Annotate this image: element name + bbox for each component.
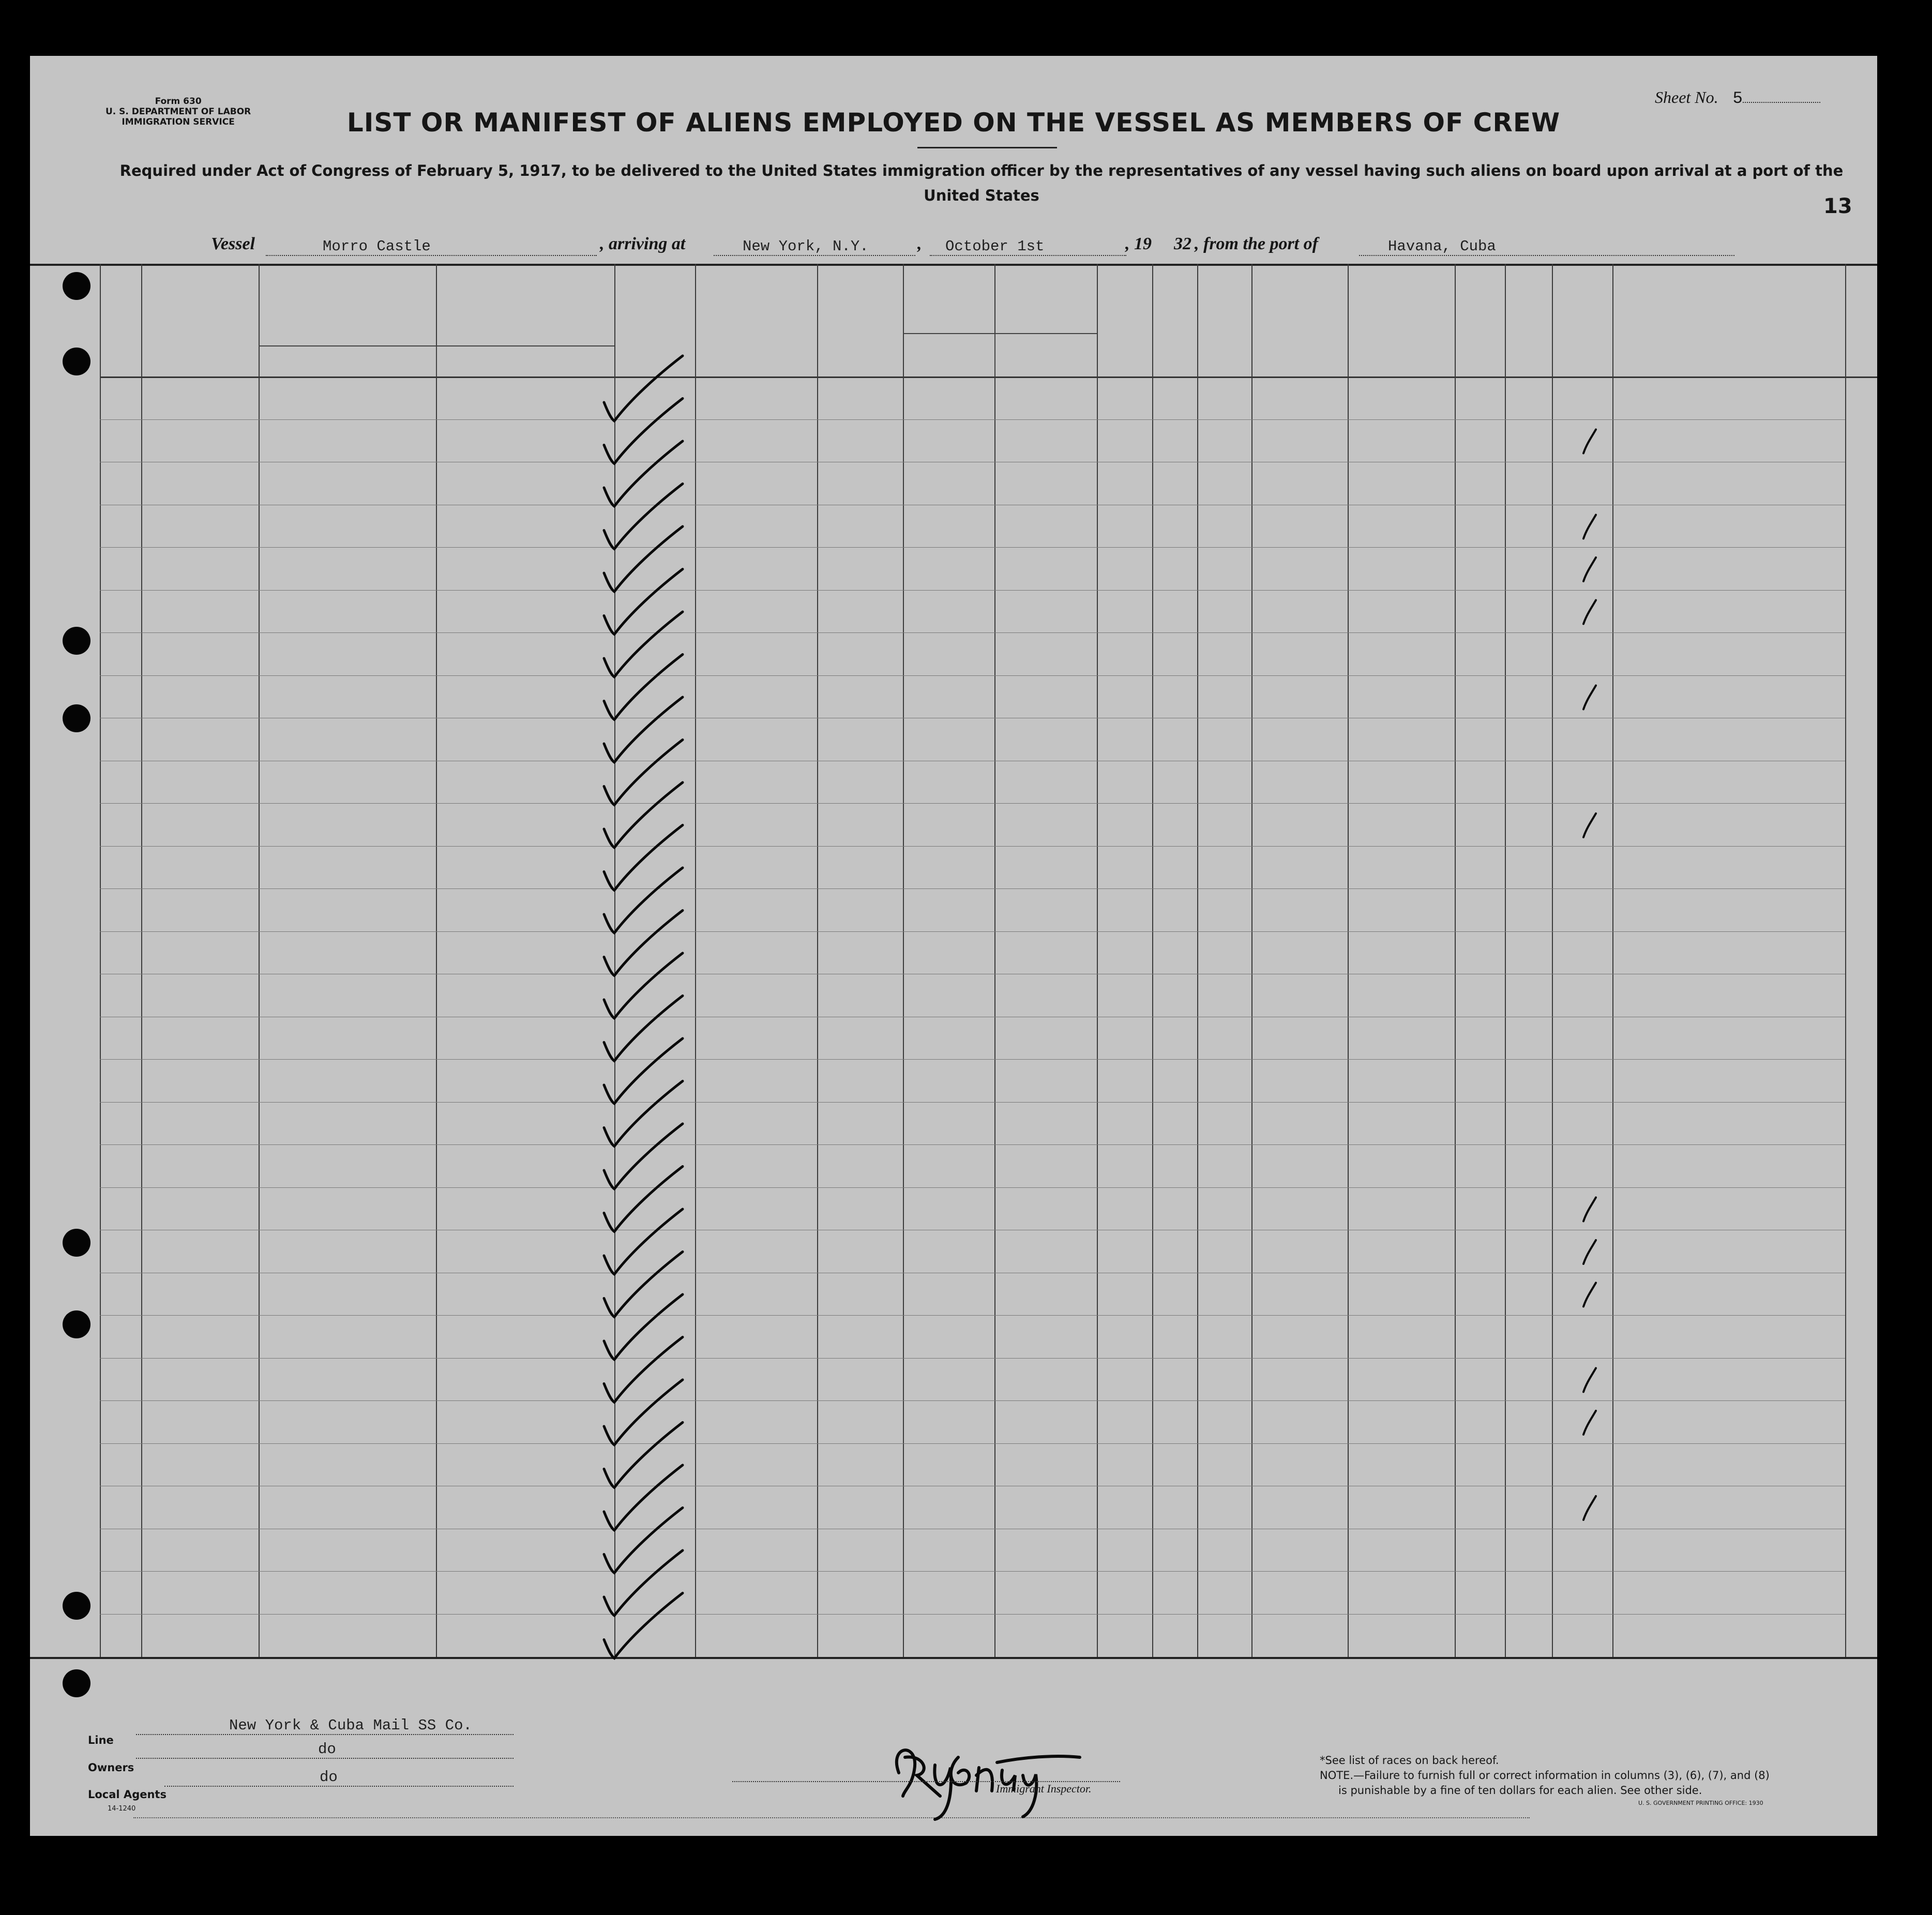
form-code: 14-1240 — [108, 1805, 136, 1813]
tick-mark — [1583, 515, 1596, 539]
tick-mark — [1583, 813, 1596, 837]
comma-separator: , — [917, 234, 922, 253]
binder-hole — [63, 1592, 90, 1620]
binder-hole — [63, 1229, 90, 1257]
vessel-label: Vessel — [211, 234, 255, 253]
footer-dotted-line — [133, 1817, 1530, 1818]
tick-mark — [1583, 1496, 1596, 1520]
binder-hole — [63, 272, 90, 300]
arriving-label: , arriving at — [600, 234, 686, 253]
owners-label: Owners — [88, 1761, 134, 1774]
tick-mark — [1583, 1411, 1596, 1435]
races-note: *See list of races on back hereof. — [1320, 1754, 1499, 1767]
owners-value: do — [136, 1741, 514, 1759]
tick-mark — [1583, 1283, 1596, 1307]
binder-hole — [63, 704, 90, 732]
binder-hole — [63, 627, 90, 655]
binder-hole — [63, 1310, 90, 1338]
agents-value: do — [164, 1769, 514, 1787]
inspector-signature — [868, 1734, 1095, 1822]
arrival-date: October 1st — [930, 238, 1126, 256]
manifest-sheet — [30, 56, 1877, 1836]
sheet-number-value: 5 — [1732, 89, 1743, 108]
physical-marks-ticks — [30, 56, 1877, 1836]
printer-imprint: U. S. GOVERNMENT PRINTING OFFICE: 1930 — [1638, 1800, 1763, 1806]
vessel-name: Morro Castle — [266, 238, 597, 256]
service-name: IMMIGRATION SERVICE — [122, 117, 235, 127]
steamship-line: New York & Cuba Mail SS Co. — [136, 1717, 514, 1735]
tick-mark — [1583, 557, 1596, 581]
line-label: Line — [88, 1734, 114, 1746]
form-number: Form 630 — [155, 96, 202, 107]
tick-mark — [1583, 600, 1596, 624]
tick-mark — [1583, 686, 1596, 710]
arrival-year: 32 — [1174, 234, 1191, 253]
inspector-label: Immigrant Inspector. — [996, 1782, 1092, 1795]
tick-mark — [1583, 1198, 1596, 1222]
department-name: U. S. DEPARTMENT OF LABOR — [105, 107, 251, 117]
corner-number: 13 — [1823, 194, 1852, 218]
page-subtitle: Required under Act of Congress of February 5, 1917, to be delivered to the United States immigration officer by the representatives of any vessel having such aliens on board upon arrival at a port of the United States — [119, 162, 1844, 204]
from-label: , from the port of — [1195, 234, 1318, 253]
binder-hole — [63, 348, 90, 375]
tick-mark — [1583, 1368, 1596, 1392]
page-title: LIST OR MANIFEST OF ALIENS EMPLOYED ON THE VESSEL AS MEMBERS OF CREW — [346, 108, 1561, 138]
departure-port: Havana, Cuba — [1359, 238, 1734, 256]
arriving-port: New York, N.Y. — [714, 238, 915, 256]
sheet-number-label: Sheet No. — [1655, 88, 1718, 107]
binder-hole — [63, 1669, 90, 1697]
year-prefix: , 19 — [1125, 234, 1152, 253]
penalty-note: NOTE.—Failure to furnish full or correct information in columns (3), (6), (7), and (8) — [1320, 1769, 1770, 1782]
penalty-note-2: is punishable by a fine of ten dollars for each alien. See other side. — [1338, 1784, 1702, 1797]
tick-mark — [1583, 1240, 1596, 1264]
agents-label: Local Agents — [88, 1788, 167, 1801]
tick-mark — [1583, 430, 1596, 454]
